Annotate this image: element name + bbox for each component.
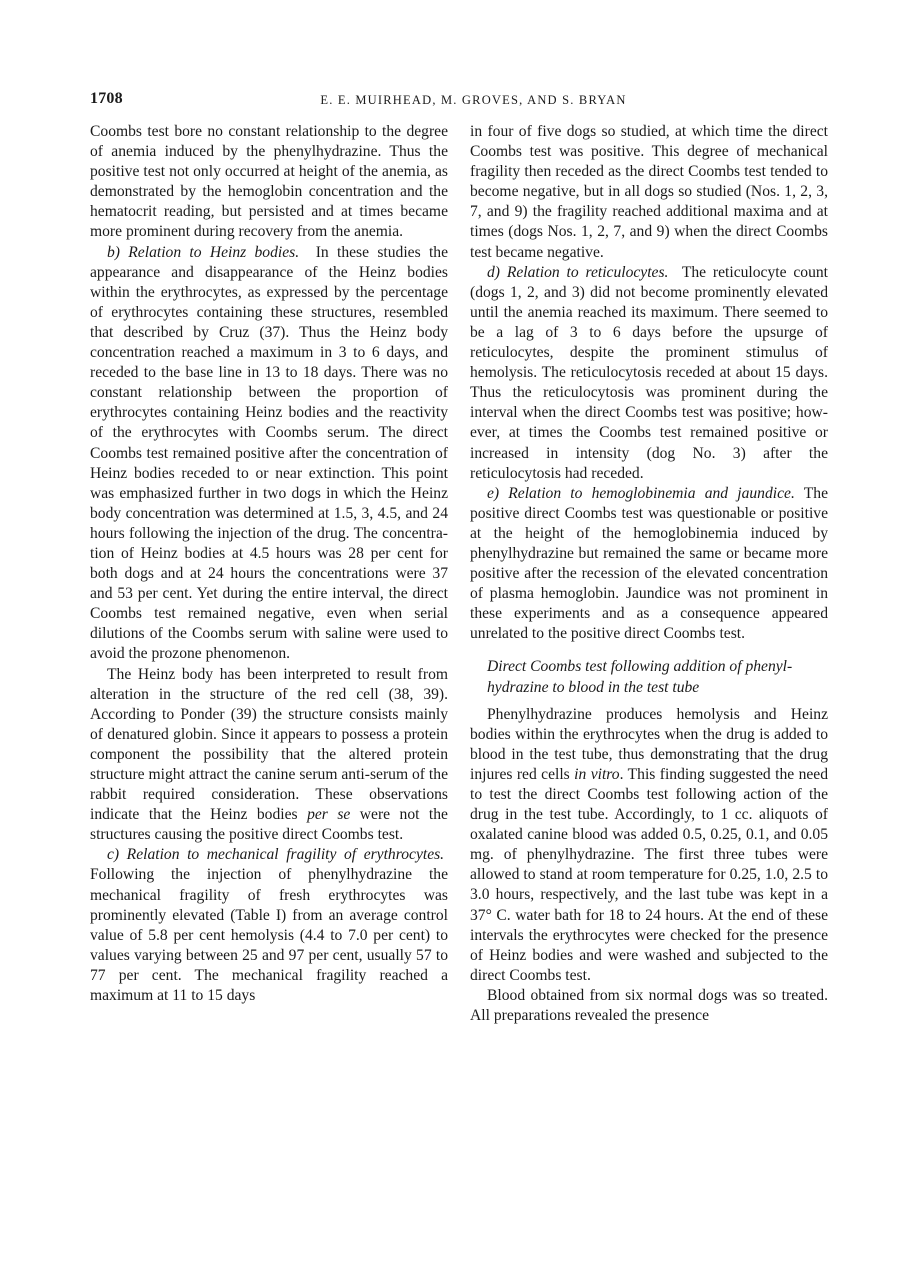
page-number: 1708 [90,90,123,107]
paragraph-reticulocytes [470,263,828,484]
paragraph-hemoglobinemia [470,484,828,645]
italic-term: per se [307,806,351,824]
section-subheading: Direct Coombs test following addition of phenylhydrazine to blood in the test tube [487,658,793,696]
section-label-reticulocytes: d) Relation to reticulocytes. [487,263,669,281]
paragraph-text: were not the structures causing the positive direct Coombs test. [90,806,448,844]
paragraph-text: . This finding suggested the need to test the direct Coombs test following action of the drug in the test tube. Accordingly, to 1 cc. aliquots of oxalated canine blood was added 0.5, 0.25, 0.1, and 0.05 mg. of phenylhydrazine. The first three tubes were allowed to stand at room temperature for 0.25, 1.0, 2.5 to 3.0 hours, respectively, and the last tube was kept in a 37° C. water bath for 18 to 24 hours. At the end of these intervals the erythrocytes were checked for the presence of Heinz bodies and were washed and subjected to the direct Coombs test. [470,765,829,984]
paragraph-text: The reticulocyte count (dogs 1, 2, and 3) did not become prominently elevated until the anemia reached its maximum. There seemed to be a lag of 3 to 6 days before the upsurge of reticulocytes, despite the prominent stimulus of hemolysis. The reticulocytosis receded at about 15 days. Thus the reticulocytosis was prominent during the interval when the direct Coombs test was positive; however, at times the Coombs test remained positive or increased in intensity (dog No. 3) after the reticulocytosis had receded. [470,263,828,482]
paragraph-text: The positive direct Coombs test was questionable or positive at the height of the hemoglobinemia induced by phenylhydrazine but remained the same or became more positive after the recession of the elevated concentration of plasma hemoglobin. Jaundice was not prominent in these experiments and as a consequence appeared unrelated to the positive direct Coombs test. [470,484,828,643]
paragraph-fragility-continued: in four of five dogs so studied, at which time the direct Coombs test was positive. This degree of mechanical fragility then receded as the direct Coombs test tended to become negative, but in all dogs so studied (Nos. 1, 2, 3, 7, and 9) the fragility reached additional maxima and at times (dogs Nos. 1, 2, 7, and 9) when the direct Coombs test became negative. [470,123,828,261]
paragraph-heinz-interpretation [90,665,448,846]
paragraph-in-vitro [470,705,828,986]
paragraph-normal-dogs: Blood obtained from six normal dogs was so treated. All preparations revealed the presence [470,986,828,1025]
paragraph-anemia-relationship: Coombs test bore no constant relationship to the degree of anemia induced by the phenylhydrazine. Thus the positive test not only occurred at height of the anemia, as demonstrated by the hemoglobin concentration and the hematocrit reading, but persisted and at times became more prominent during recovery from the anemia. [90,123,448,241]
section-label-mechanical-fragility: c) Relation to mechanical fragility of erythrocytes. [107,846,445,864]
section-label-heinz-bodies: b) Relation to Heinz bodies. [107,243,300,261]
paragraph-mechanical-fragility [90,845,448,1006]
running-head: E. E. MUIRHEAD, M. GROVES, AND S. BRYAN [320,93,627,107]
paragraph-text: The Heinz body has been interpreted to result from alteration in the structure of the red cell (38, 39). According to Ponder (39) the structure consists mainly of denatured globin. Since it appears to possess a protein component the possibility that the altered protein structure might attract the canine serum anti-serum of the rabbit required consideration. These observations indicate that the Heinz bodies [90,665,448,824]
paragraph-text: In these studies the appearance and disappearance of the Heinz bodies within the erythrocytes, as expressed by the percentage of erythrocytes containing these structures, resembled that described by Cruz (37). Thus the Heinz body concentration reached a maximum in 3 to 6 days, and receded to the base line in 13 to 18 days. There was no constant relationship between the proportion of erythrocytes containing Heinz bodies and the reactivity of the erythrocytes with Coombs serum. The direct Coombs test remained positive after the concentration of Heinz bodies receded to or near extinction. This point was emphasized further in two dogs in which the Heinz body concentration was determined at 1.5, 3, 4.5, and 24 hours following the injection of the drug. The concentration of Heinz bodies at 4.5 hours was 28 per cent for both dogs and at 24 hours the concentrations were 37 and 53 per cent. Yet during the entire interval, the direct Coombs test remained negative, even when serial dilutions of the Coombs serum with saline were used to avoid the prozone phenomenon. [90,243,448,663]
section-label-hemoglobinemia: e) Relation to hemoglobinemia and jaundice. [487,484,795,502]
left-column [90,122,448,1006]
paragraph-text: Following the injection of phenylhydrazine the mechanical fragility of fresh erythrocytes was prominently elevated (Table I) from an average control value of 5.8 per cent hemolysis (4.4 to 7.0 per cent) to values varying between 25 and 97 per cent, usually 57 to 77 per cent. The mechanical fragility reached a maximum at 11 to 15 days [90,866,448,1005]
italic-term: in vitro [574,765,620,783]
paragraph-heinz-bodies [90,243,448,665]
paragraph-text: Phenylhydrazine produces hemolysis and Heinz bodies within the erythrocytes when the drug is added to blood in the test tube, thus demonstrating that the drug injures red cells [470,705,828,783]
right-column [470,122,828,1026]
